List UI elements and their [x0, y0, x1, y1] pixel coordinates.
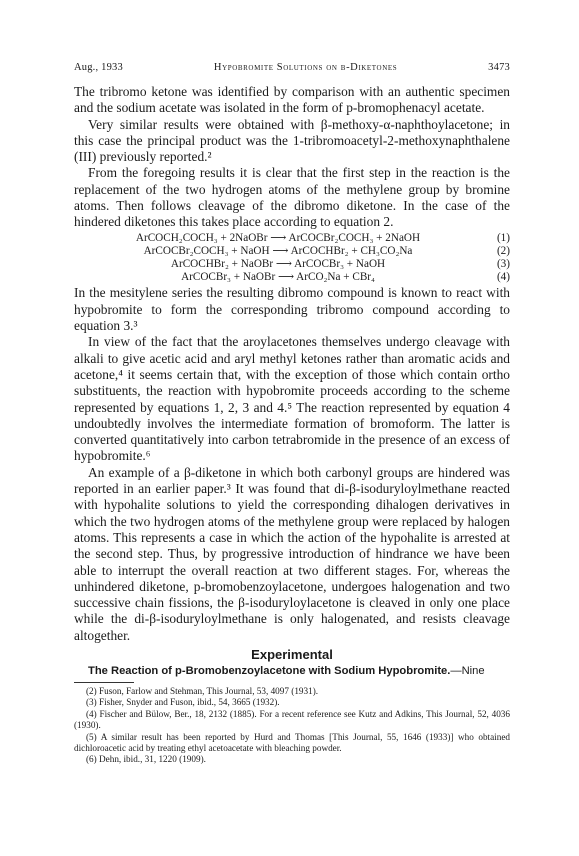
experimental-text: —Nine	[450, 665, 485, 678]
equation-block	[74, 232, 510, 285]
equation-row	[74, 245, 510, 258]
equation-number: (4)	[496, 271, 510, 284]
equation-row	[74, 271, 510, 284]
header-running-title: Hypobromite Solutions on β-Diketones	[213, 62, 398, 73]
header-date: Aug., 1933	[74, 62, 123, 73]
paragraph: From the foregoing results it is clear that the first step in the reaction is the replacement of the two hydrogen atoms of the methylene group by bromine atoms. Then follows cleavage of the dibromo diketone. In the case of the hindered diketones this takes place according to equation 2.	[74, 165, 510, 230]
footnote: (3) Fisher, Snyder and Fuson, ibid., 54, 3665 (1932).	[86, 697, 280, 708]
equation-number: (1)	[496, 231, 510, 244]
equation-number: (2)	[496, 244, 510, 257]
experimental-paragraph	[74, 664, 510, 678]
equation-text: ArCOCH₂COCH₃ + 2NaOBr ⟶ ArCOCBr₂COCH₃ + 2NaOH	[135, 231, 421, 244]
footnote: (4) Fischer and Bülow, Ber., 18, 2132 (1885). For a recent reference see Kutz and Adkins, This Journal, 52, 4036 (1930).	[74, 708, 510, 731]
paragraph: In the mesitylene series the resulting dibromo compound is known to react with hypobromite to form the corresponding tribromo compound according to equation 3.³	[74, 285, 510, 334]
footnote: (6) Dehn, ibid., 31, 1220 (1909).	[86, 754, 206, 765]
footnote: (5) A similar result has been reported by Hurd and Thomas [This Journal, 55, 1646 (1933)] who obtained dichloroacetic acid by treating ethyl acetoacetate with bleaching powder.	[74, 731, 510, 754]
equation-text: ArCOCHBr₂ + NaOBr ⟶ ArCOCBr₃ + NaOH	[170, 258, 386, 271]
article-body	[74, 84, 510, 766]
equation-number: (3)	[496, 258, 510, 271]
footnote: (2) Fuson, Farlow and Stehman, This Journal, 53, 4097 (1931).	[86, 686, 319, 697]
equation-text: ArCOCBr₂COCH₃ + NaOH ⟶ ArCOCHBr₂ + CH₃CO₂Na	[143, 244, 413, 257]
paragraph: The tribromo ketone was identified by comparison with an authentic specimen and the sodium acetate was isolated in the form of p-bromophenacyl acetate.	[74, 84, 510, 116]
equation-row	[74, 232, 510, 245]
footnotes	[74, 686, 510, 766]
section-heading: Experimental	[251, 647, 333, 663]
paragraph: An example of a β-diketone in which both carbonyl groups are hindered was reported in an earlier paper.³ It was found that di-β-isoduryloylmethane reacted with hypohalite solutions to yield the corresponding dihalogen derivatives in which the two hydrogen atoms of the methylene group were replaced by halogen atoms. This represents a case in which the action of the hypohalite is arrested at the second step. Thus, by progressive introduction of hindrance we have been able to interrupt the overall reaction at two different stages. For, whereas the unhindered diketone, p-bromobenzoylacetone, undergoes halogenation and two successive chain fissions, the β-isoduryloylacetone is cleaved in only one place while the di-β-isoduryloylmethane is only halogenated, and resists cleavage altogether.	[74, 464, 510, 643]
paragraph: Very similar results were obtained with β-methoxy-α-naphthoylacetone; in this case the principal product was the 1-tribromoacetyl-2-methoxynaphthalene (III) previously reported.²	[74, 116, 510, 165]
experimental-heading: The Reaction of p-Bromobenzoylacetone with Sodium Hypobromite.	[88, 665, 451, 678]
running-header	[74, 62, 510, 73]
equation-text: ArCOCBr₃ + NaOBr ⟶ ArCO₂Na + CBr₄	[181, 271, 375, 284]
paragraph: In view of the fact that the aroylacetones themselves undergo cleavage with alkali to give acetic acid and aryl methyl ketones rather than aromatic acids and acetone,⁴ it seems certain that, with the exception of those which contain ortho substituents, the reaction with hypobromite proceeds according to the scheme represented by equations 1, 2, 3 and 4.⁵ The reaction represented by equation 4 undoubtedly involves the intermediate formation of bromoform. The latter is converted quantitatively into carbon tetrabromide in the presence of an excess of hypobromite.⁶	[74, 334, 510, 464]
equation-row	[74, 258, 510, 271]
header-page-number: 3473	[488, 62, 510, 73]
footnote-divider	[74, 682, 134, 683]
